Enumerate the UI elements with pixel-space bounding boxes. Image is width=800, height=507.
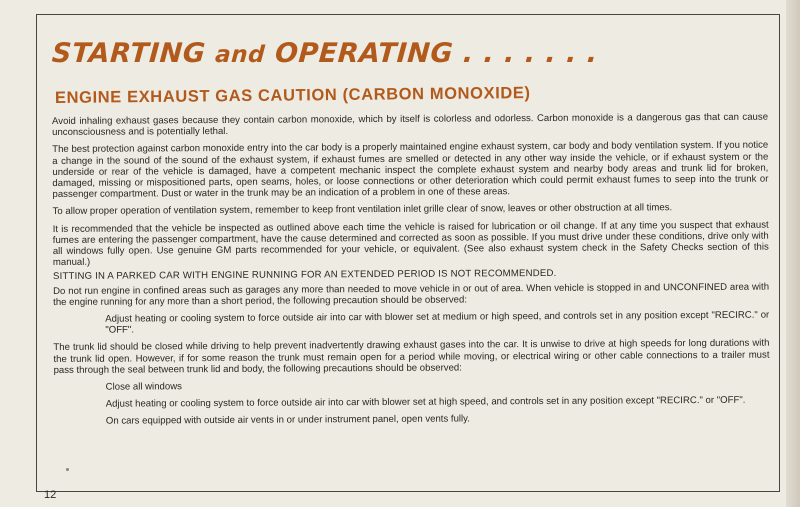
print-speck (66, 468, 69, 471)
page-edge (786, 0, 800, 507)
title-starting: STARTING (50, 38, 207, 69)
paragraph-ventilation: To allow proper operation of ventilation system, remember to keep front ventilation inlet grille clear of snow, leaves or other obstruction at all times. (52, 202, 673, 218)
title-and: and (214, 42, 267, 68)
paragraph-inspection: It is recommended that the vehicle be inspected as outlined above each time the vehicle is raised for lubrication or oil change. If at any time you suspect that exhaust fumes are entering the passenger compartment, have the cause determined and corrected as soon as possible. If you must drive under these conditions, drive only with all windows fully open. Use genuine GM parts recommended for your vehicle, or equivalent. (See also exhaust system check in the Safety Checks section of this manual.) (52, 219, 769, 269)
paragraph-vents: On cars equipped with outside air vents in or under instrument panel, open vents fully. (105, 413, 470, 428)
paragraph-warning: SITTING IN A PARKED CAR WITH ENGINE RUNNING FOR AN EXTENDED PERIOD IS NOT RECOMMENDED. (52, 268, 557, 283)
paragraph-precaution-1: Adjust heating or cooling system to force outside air into car with blower set at medium or high speed, and controls set in any position except "RECIRC." or "OFF". (105, 309, 770, 336)
body-text (52, 112, 770, 434)
paragraph-trunk-lid: The trunk lid should be closed while driving to help prevent inadvertently drawing exhaust gases into the car. It is unwise to drive at high speeds for long durations with the trunk lid open. However, if for some reason the trunk must remain open for a period while moving, or electrical wiring or other cable connections to a trailer must pass through the seal between trunk lid and body, the following precautions should be observed: (53, 338, 770, 376)
paragraph-precaution-2: Adjust heating or cooling system to force outside air into car with blower set at high speed, and controls set in any position except "RECIRC." or "OFF". (105, 395, 746, 410)
page-number: 12 (44, 489, 57, 501)
paragraph-protection: The best protection against carbon monoxide entry into the car body is a properly maintained engine exhaust system, car body and body ventilation system. If you notice a change in the sound of the sound of the exhaust system, if exhaust fumes are smelled or detected in any other way inside the vehicle, or if exhaust system or the underside or rear of the vehicle is damaged, have a competent mechanic inspect the complete exhaust system and nearby body areas and trunk lid for broken, damaged, missing or mispositioned parts, open seams, holes, or loose connections or other deterioration which could permit exhaust fumes to seep into the trunk or passenger compartment. Dust or water in the trunk may be an indication of a problem in one of these areas. (52, 140, 769, 201)
section-heading: ENGINE EXHAUST GAS CAUTION (CARBON MONOXIDE) (54, 84, 531, 107)
page-title (51, 38, 599, 69)
paragraph-close-windows: Close all windows (105, 381, 182, 393)
title-operating: OPERATING (274, 38, 455, 69)
paragraph-confined-areas: Do not run engine in confined areas such as garages any more than needed to move vehicle in or out of area. When vehicle is stopped in and UNCONFINED area with the engine running for any more than a short period, the following precaution should be observed: (53, 281, 770, 308)
title-dots: . . . . . . . (461, 38, 599, 69)
paragraph-intro: Avoid inhaling exhaust gases because they contain carbon monoxide, which by itself is colorless and odorless. Carbon monoxide is a dangerous gas that can cause unconsciousness and is potentially lethal. (52, 111, 769, 139)
